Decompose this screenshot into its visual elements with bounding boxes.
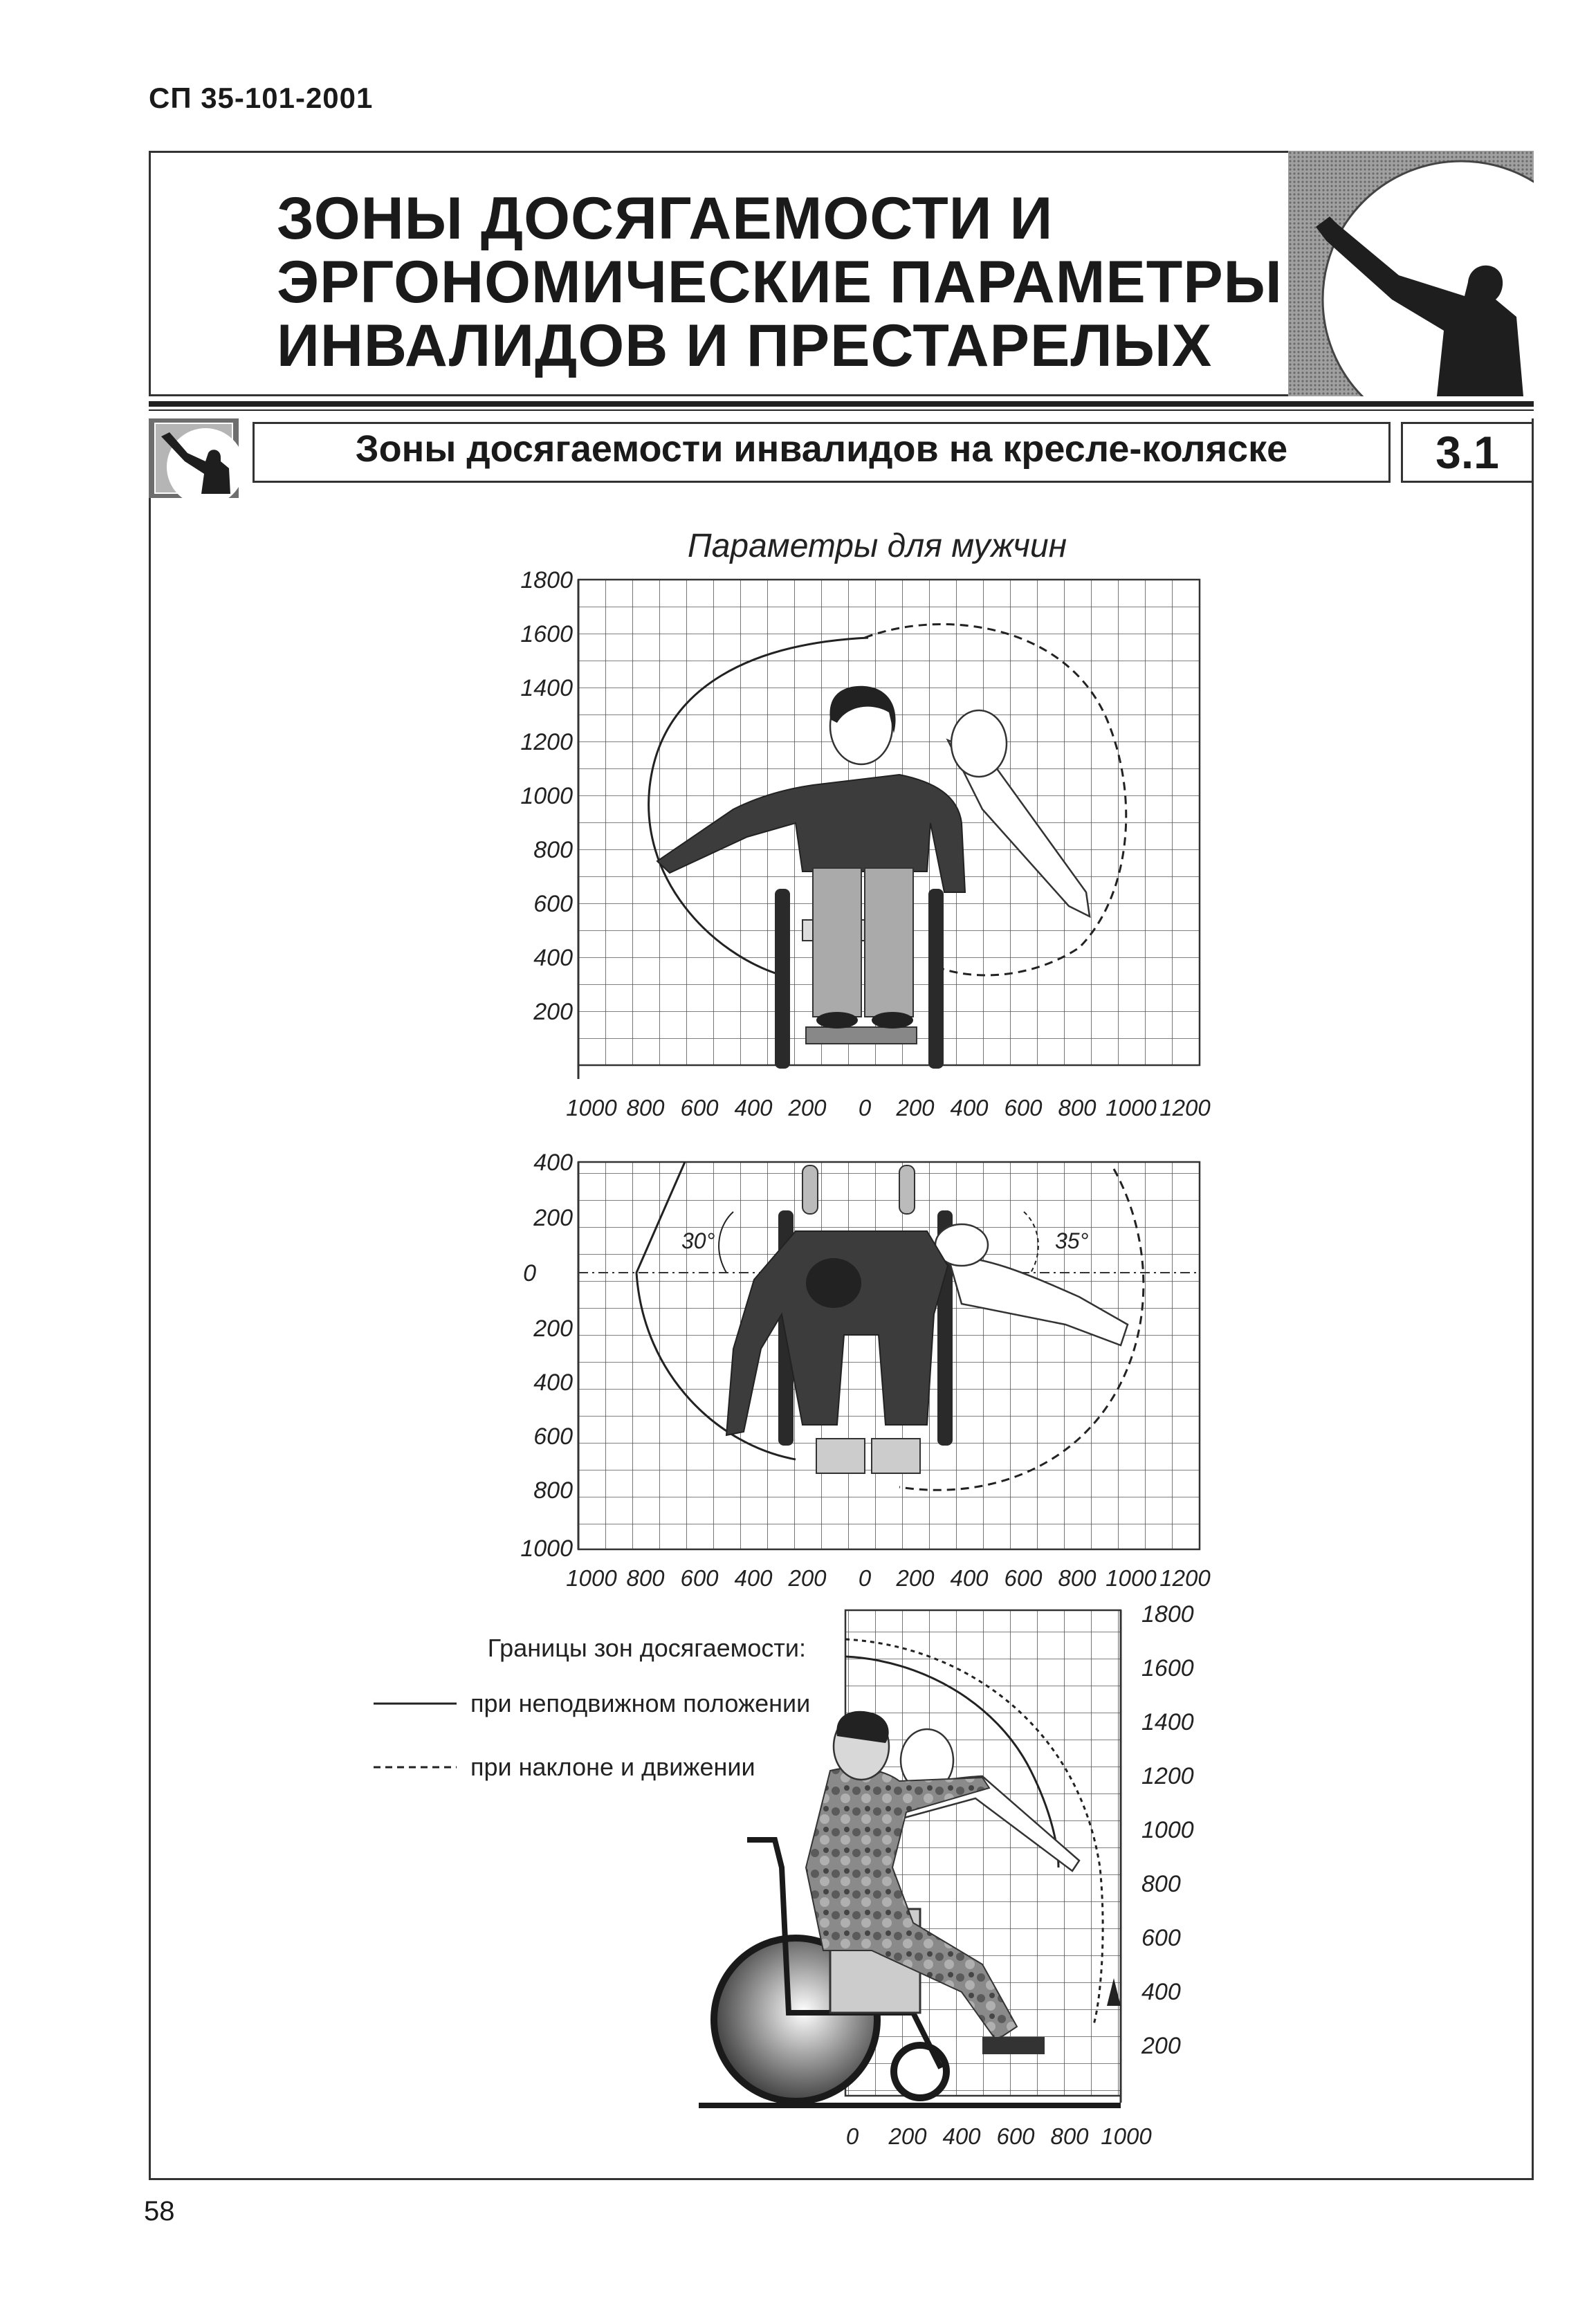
front-x-tick: 600	[680, 1095, 719, 1120]
front-y-tick: 1200	[520, 729, 573, 755]
front-x-tick: 0	[858, 1095, 872, 1120]
side-y-tick: 600	[1141, 1925, 1181, 1951]
figure-subtitle: Параметры для мужчин	[687, 528, 1067, 564]
side-x-tick: 800	[1050, 2123, 1089, 2149]
document-code: СП 35-101-2001	[149, 82, 374, 114]
top-x-tick: 400	[950, 1565, 989, 1591]
side-y-tick: 800	[1141, 1871, 1181, 1897]
top-y-tick: 800	[533, 1477, 573, 1504]
front-x-tick: 400	[734, 1095, 773, 1120]
top-y-tick: 200	[533, 1205, 573, 1231]
front-x-tick: 200	[896, 1095, 935, 1120]
left-angle-label: 30°	[681, 1228, 715, 1253]
front-y-tick: 400	[533, 945, 573, 971]
title-line-3: ИНВАЛИДОВ И ПРЕСТАРЕЛЫХ	[277, 313, 1213, 379]
top-y-tick: 400	[533, 1150, 573, 1176]
front-view-chart	[520, 567, 1211, 1120]
front-y-tick: 200	[533, 999, 573, 1025]
top-x-tick: 200	[788, 1565, 827, 1591]
front-y-tick: 1000	[520, 783, 573, 809]
top-x-tick: 400	[734, 1565, 773, 1591]
top-y-tick: 200	[533, 1316, 573, 1342]
title-line-2: ЭРГОНОМИЧЕСКИЕ ПАРАМЕТРЫ	[277, 249, 1283, 315]
title-line-1: ЗОНЫ ДОСЯГАЕМОСТИ И	[277, 185, 1054, 252]
front-x-tick: 1000	[566, 1095, 617, 1120]
top-y-tick: 400	[533, 1370, 573, 1396]
legend-title: Границы зон досягаемости:	[487, 1634, 806, 1662]
side-y-tick: 1400	[1141, 1709, 1194, 1735]
front-y-tick: 600	[533, 891, 573, 917]
legend-solid-label: при неподвижном положении	[470, 1689, 811, 1717]
section-title: Зоны досягаемости инвалидов на кресле-коляске	[355, 428, 1288, 470]
side-x-tick: 0	[845, 2123, 859, 2149]
side-x-tick: 1000	[1101, 2123, 1152, 2149]
front-y-tick: 1400	[520, 675, 573, 701]
legend-dashed-label: при наклоне и движении	[470, 1753, 755, 1781]
side-y-tick: 1800	[1141, 1601, 1194, 1627]
top-y-tick: 0	[523, 1260, 536, 1286]
front-x-tick: 800	[626, 1095, 665, 1120]
top-x-tick: 600	[680, 1565, 719, 1591]
side-x-tick: 200	[888, 2123, 927, 2149]
front-y-tick: 1600	[520, 621, 573, 647]
top-x-tick: 0	[858, 1565, 872, 1591]
front-x-tick: 800	[1058, 1095, 1097, 1120]
side-y-tick: 1600	[1141, 1655, 1194, 1681]
side-y-tick: 400	[1141, 1979, 1181, 2005]
side-x-tick: 600	[996, 2123, 1035, 2149]
top-view-chart	[520, 1150, 1211, 1591]
front-y-tick: 800	[533, 837, 573, 863]
side-x-tick: 400	[942, 2123, 981, 2149]
front-x-tick: 600	[1004, 1095, 1043, 1120]
side-y-tick: 1200	[1141, 1763, 1194, 1789]
right-angle-label: 35°	[1055, 1228, 1089, 1253]
front-x-tick: 200	[788, 1095, 827, 1120]
front-x-tick: 1200	[1159, 1095, 1211, 1120]
side-y-tick: 200	[1141, 2033, 1181, 2059]
top-x-tick: 800	[1058, 1565, 1097, 1591]
front-y-tick: 1800	[520, 567, 573, 593]
top-y-tick: 600	[533, 1423, 573, 1450]
top-x-tick: 600	[1004, 1565, 1043, 1591]
front-x-tick: 1000	[1105, 1095, 1157, 1120]
section-number: 3.1	[1435, 427, 1499, 478]
top-x-tick: 200	[896, 1565, 935, 1591]
top-y-tick: 1000	[520, 1536, 573, 1562]
page-number: 58	[144, 2196, 175, 2226]
side-y-tick: 1000	[1141, 1817, 1194, 1843]
top-x-tick: 1000	[1105, 1565, 1157, 1591]
front-x-tick: 400	[950, 1095, 989, 1120]
top-x-tick: 1000	[566, 1565, 617, 1591]
side-view-chart	[374, 1601, 1194, 2149]
top-x-tick: 800	[626, 1565, 665, 1591]
top-x-tick: 1200	[1159, 1565, 1211, 1591]
